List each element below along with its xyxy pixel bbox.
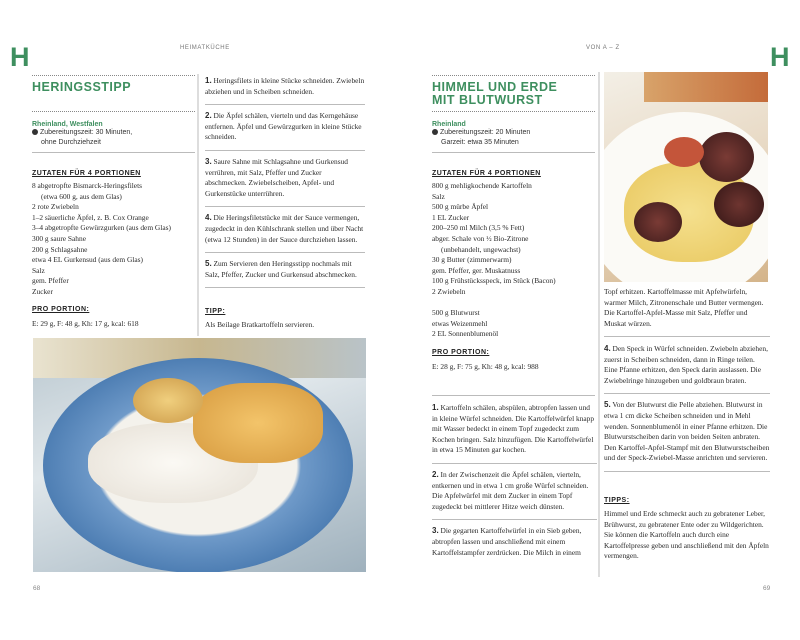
- step-number: 1.: [432, 403, 439, 412]
- recipe-title: [432, 81, 557, 107]
- step-3-continued: Topf erhitzen. Kartoffelmasse mit Apfelwürfeln, warmer Milch, Zitronenschale und Butter vermengen. Die Kartoffel-Apfel-Masse mit Salz, Pfeffer und Muskat würzen.: [604, 287, 770, 337]
- recipe-step: [205, 151, 365, 207]
- step-text: Kartoffeln schälen, abspülen, abtropfen lassen und in kleine Würfel schneiden. Die Kartoffelwürfel knapp mit Wasser bedeckt in einem Topf zugedeckt zum Kochen bringen. Salz hinzufügen. Die Kartoffelwürfel in etwa 15 Minuten gar kochen.: [432, 403, 595, 455]
- ingredient-item: 200–250 ml Milch (3,5 % Fett): [432, 223, 525, 233]
- ingredients-list: [32, 181, 197, 298]
- tips-heading: TIPPS:: [604, 497, 630, 504]
- steps-list: [205, 70, 365, 288]
- step-number: 1.: [205, 76, 212, 85]
- step-text: Zum Servieren den Heringsstipp nochmals mit Salz, Pfeffer, Zucker und Gurkensud abschmecken.: [205, 259, 357, 279]
- divider: [432, 75, 595, 76]
- tip-heading: TIPP:: [205, 308, 226, 315]
- ingredient-item: 100 g Frühstücksspeck, im Stück (Bacon): [432, 276, 556, 286]
- cook-time: Garzeit: etwa 35 Minuten: [441, 138, 519, 146]
- nutrition-info: E: 29 g, F: 48 g, Kh: 17 g, kcal: 618: [32, 319, 139, 328]
- recipe-step: [432, 397, 597, 464]
- tips-list: [604, 509, 770, 562]
- ingredients-list: [432, 181, 597, 340]
- recipe-title-line: MIT BLUTWURST: [432, 93, 543, 107]
- step-text: In der Zwischenzeit die Äpfel schälen, vierteln, entkernen und in etwa 1 cm große Würfel schneiden. Die Apfelwürfel mit dem Zucker in einem Topf zugedeckt bei mittlerer Hitze weich dünsten.: [432, 469, 589, 511]
- step-number: 3.: [432, 526, 439, 536]
- recipe-step: [432, 520, 597, 565]
- section-letter: H: [10, 42, 30, 72]
- step-text: Heringsfilets in kleine Stücke schneiden. Zwiebeln abziehen und in Scheiben schneiden.: [205, 76, 365, 96]
- step-text: Die Äpfel schälen, vierteln und das Kerngehäuse entfernen. Äpfel und Gewürzgurken in kleine Stücke schneiden.: [205, 111, 362, 142]
- step-text: Die Heringsfiletstücke mit der Sauce vermengen, zugedeckt in den Kühlschrank stellen und über Nacht (etwa 12 Stunden) in der Sauce durchziehen lassen.: [205, 213, 364, 244]
- step-number: 4.: [604, 344, 611, 353]
- divider: [32, 75, 195, 76]
- ingredient-item: 200 g Schlagsahne: [32, 244, 88, 254]
- divider: [32, 111, 195, 112]
- recipe-title-line: HIMMEL UND ERDE: [432, 80, 558, 94]
- prep-time-note: ohne Durchziehzeit: [41, 138, 101, 146]
- nutrition-info: E: 28 g, F: 75 g, Kh: 48 g, kcal: 988: [432, 362, 539, 371]
- prep-time: Zubereitungszeit: 30 Minuten,: [40, 129, 133, 136]
- steps-list: [432, 397, 597, 565]
- ingredient-item: Zucker: [32, 286, 53, 296]
- nutrition-heading: PRO PORTION:: [32, 306, 90, 313]
- ingredient-item: 300 g saure Sahne: [32, 233, 86, 243]
- divider: [32, 152, 195, 153]
- section-letter: H: [770, 42, 790, 72]
- step-text: Den Speck in Würfel schneiden. Zwiebeln abziehen, zuerst in Scheiben schneiden, dann in Ringe teilen. Eine Pfanne erhitzen, den Speck darin auslassen. Die Zwiebelringe hinzugeben und goldbraun braten.: [604, 344, 768, 385]
- ingredient-item: 500 g mürbe Äpfel: [432, 202, 489, 212]
- prep-time: Zubereitungszeit: 20 Minuten: [440, 129, 531, 136]
- step-number: 2.: [205, 111, 212, 121]
- step-number: 2.: [432, 469, 439, 479]
- ingredients-heading: ZUTATEN FÜR 4 PORTIONEN: [32, 170, 141, 177]
- ingredient-item: etwas Weizenmehl: [432, 318, 488, 328]
- column-rule: [598, 72, 600, 577]
- region-label: Rheinland: [432, 121, 466, 128]
- divider: [432, 152, 595, 153]
- ingredient-item: 30 g Butter (zimmerwarm): [432, 255, 512, 265]
- ingredient-item: (unbehandelt, ungewachst): [441, 244, 521, 254]
- step-number: 4.: [205, 213, 212, 223]
- ingredient-item: Salz: [32, 265, 45, 275]
- ingredient-item: 2 EL Sonnenblumenöl: [432, 329, 499, 339]
- recipe-title: HERINGSSTIPP: [32, 80, 132, 94]
- recipe-step: [604, 338, 770, 394]
- ingredient-item: 500 g Blutwurst: [432, 308, 480, 318]
- page-number: 68: [33, 585, 41, 592]
- step-number: 5.: [205, 259, 212, 269]
- step-text: Von der Blutwurst die Pelle abziehen. Blutwurst in etwa 1 cm dicke Scheiben schneiden und in Mehl wenden. Sonnenblumenöl in einer Pfanne erhitzen. Die Blutwurstscheiben darin von beiden Seiten anbraten. Den Kartoffel-Apfel-Stampf mit den Blutwurstscheiben und der Speck-Zwiebel-Masse anrichten und servieren.: [604, 400, 770, 463]
- divider: [432, 111, 595, 112]
- step-text: Saure Sahne mit Schlagsahne und Gurkensud verrühren, mit Salz, Pfeffer und Zucker abschmecken. Zwiebelscheiben, Apfel- und Gurkenstücke unterrühren.: [205, 156, 348, 198]
- step-number: 5.: [604, 400, 611, 410]
- heringsstipp-photo: [33, 338, 366, 572]
- ingredient-item: 8 abgetropfte Bismarck-Heringsfilets: [32, 181, 143, 190]
- ingredient-item: 3–4 abgetropfte Gewürzgurken (aus dem Glas): [32, 223, 171, 233]
- clock-icon: [32, 129, 38, 135]
- ingredient-item: (etwa 600 g, aus dem Glas): [41, 191, 122, 201]
- region-label: Rheinland, Westfalen: [32, 121, 103, 128]
- recipe-step: [205, 70, 365, 105]
- step-number: 3.: [205, 156, 212, 166]
- ingredient-item: abger. Schale von ½ Bio-Zitrone: [432, 233, 529, 243]
- himmel-und-erde-photo: [604, 72, 768, 282]
- ingredient-item: 1–2 säuerliche Äpfel, z. B. Cox Orange: [32, 212, 149, 222]
- recipe-meta: [32, 121, 195, 147]
- recipe-step: [205, 105, 365, 151]
- ingredient-item: 1 EL Zucker: [432, 212, 470, 222]
- ingredient-item: etwa 4 EL Gurkensud (aus dem Glas): [32, 255, 143, 265]
- step-text: Die gegarten Kartoffelwürfel in ein Sieb geben, abtropfen lassen und anschließend mit einem Kartoffelstampfer zerdrücken. Die Milch in einem: [432, 526, 582, 557]
- recipe-step: [432, 464, 597, 520]
- ingredient-item: 800 g mehligkochende Kartoffeln: [432, 181, 532, 190]
- divider: [432, 395, 595, 396]
- ingredients-heading: ZUTATEN FÜR 4 PORTIONEN: [432, 170, 541, 177]
- recipe-step: [604, 394, 770, 472]
- clock-icon: [432, 129, 438, 135]
- running-head: VON A – Z: [586, 45, 620, 51]
- ingredient-item: Salz: [432, 191, 445, 201]
- column-rule: [197, 74, 199, 336]
- ingredient-item: 2 Zwiebeln: [432, 286, 466, 296]
- ingredient-item: gem. Pfeffer, ger. Muskatnuss: [432, 265, 521, 275]
- tip-text: Himmel und Erde schmeckt auch zu gebratener Leber, Brühwurst, zu gebratener Ente oder zu Wildgerichten.: [604, 509, 765, 529]
- recipe-meta: [432, 121, 595, 147]
- nutrition-heading: PRO PORTION:: [432, 349, 490, 356]
- recipe-step: [205, 253, 365, 288]
- running-head: HEIMATKÜCHE: [180, 45, 230, 51]
- steps-list: [604, 338, 770, 472]
- ingredient-item: gem. Pfeffer: [32, 276, 69, 286]
- page-number: 69: [763, 585, 771, 592]
- ingredient-item: 2 rote Zwiebeln: [32, 202, 79, 212]
- tip-text: Sie können die Kartoffeln auch durch eine Kartoffelpresse geben und anschließend mit den Äpfeln vermengen.: [604, 530, 769, 561]
- tip-text: Als Beilage Bratkartoffeln servieren.: [205, 320, 315, 329]
- recipe-step: [205, 207, 365, 253]
- ingredient-item: [432, 298, 597, 309]
